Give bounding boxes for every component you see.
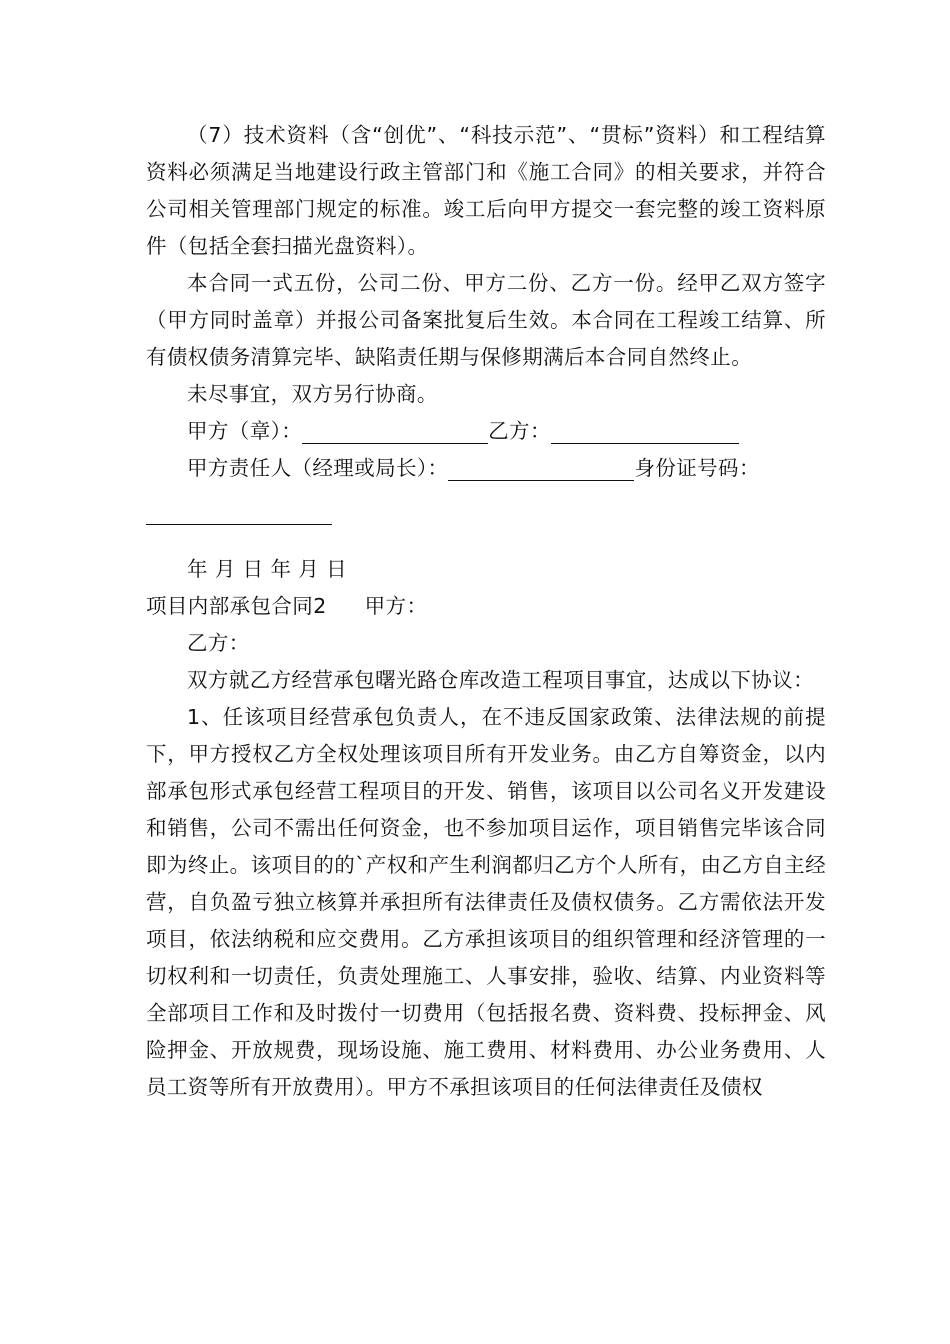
id-number-label: 身份证号码： (634, 456, 760, 480)
party-b-line-2: 乙方： (187, 631, 250, 655)
signature-line-responsible (146, 450, 826, 487)
party-b-label: 乙方： (488, 419, 551, 443)
party-b-signature-blank (551, 421, 739, 444)
signature-line-parties (146, 413, 826, 450)
paragraph-agreement-intro: 双方就乙方经营承包曙光路仓库改造工程项目事宜，达成以下协议： (187, 668, 814, 692)
paragraph-technical-data: （7）技术资料（含“创优”、“科技示范”、“贯标”资料）和工程结算资料必须满足当地建设行政主管部门和《施工合同》的相关要求，并符合公司相关管理部门规定的标准。竣工后向甲方提交一套完整的竣工资料原件（包括全套扫描光盘资料）。 (146, 123, 826, 258)
responsible-person-label: 甲方责任人（经理或局长）： (187, 456, 449, 480)
contract-title-line (146, 588, 826, 625)
paragraph-contract-copies: 本合同一式五份，公司二份、甲方二份、乙方一份。经甲乙双方签字（甲方同时盖章）并报公司备案批复后生效。本合同在工程竣工结算、所有债权债务清算完毕、缺陷责任期与保修期满后本合同自然终止。 (146, 271, 826, 369)
party-a-label-2: 甲方： (364, 594, 428, 618)
id-number-blank (146, 502, 332, 525)
responsible-person-blank (448, 458, 634, 481)
contract-title: 项目内部承包合同2 (146, 594, 327, 618)
party-a-signature-blank (302, 421, 488, 444)
party-a-seal-label: 甲方（章）： (187, 419, 303, 443)
paragraph-other-matters: 未尽事宜，双方另行协商。 (187, 382, 438, 406)
paragraph-clause-1: 1、任该项目经营承包负责人，在不违反国家政策、法律法规的前提下，甲方授权乙方全权处理该项目所有开发业务。由乙方自筹资金，以内部承包形式承包经营工程项目的开发、销售，该项目以公司名义开发建设和销售，公司不需出任何资金，也不参加项目运作，项目销售完毕该合同即为终止。该项目的的`产权和产生利润都归乙方个人所有，由乙方自主经营，自负盈亏独立核算并承担所有法律责任及债权债务。乙方需依法开发项目，依法纳税和应交费用。乙方承担该项目的组织管理和经济管理的一切权利和一切责任，负责处理施工、人事安排，验收、结算、内业资料等全部项目工作和及时拨付一切费用（包括报名费、资料费、投标押金、风险押金、开放规费，现场设施、施工费用、材料费用、办公业务费用、人员工资等所有开放费用）。甲方不承担该项目的任何法律责任及债权 (146, 705, 826, 1099)
date-line: 年 月 日 年 月 日 (187, 557, 347, 581)
document-body (146, 117, 826, 1106)
id-number-line (146, 494, 826, 531)
